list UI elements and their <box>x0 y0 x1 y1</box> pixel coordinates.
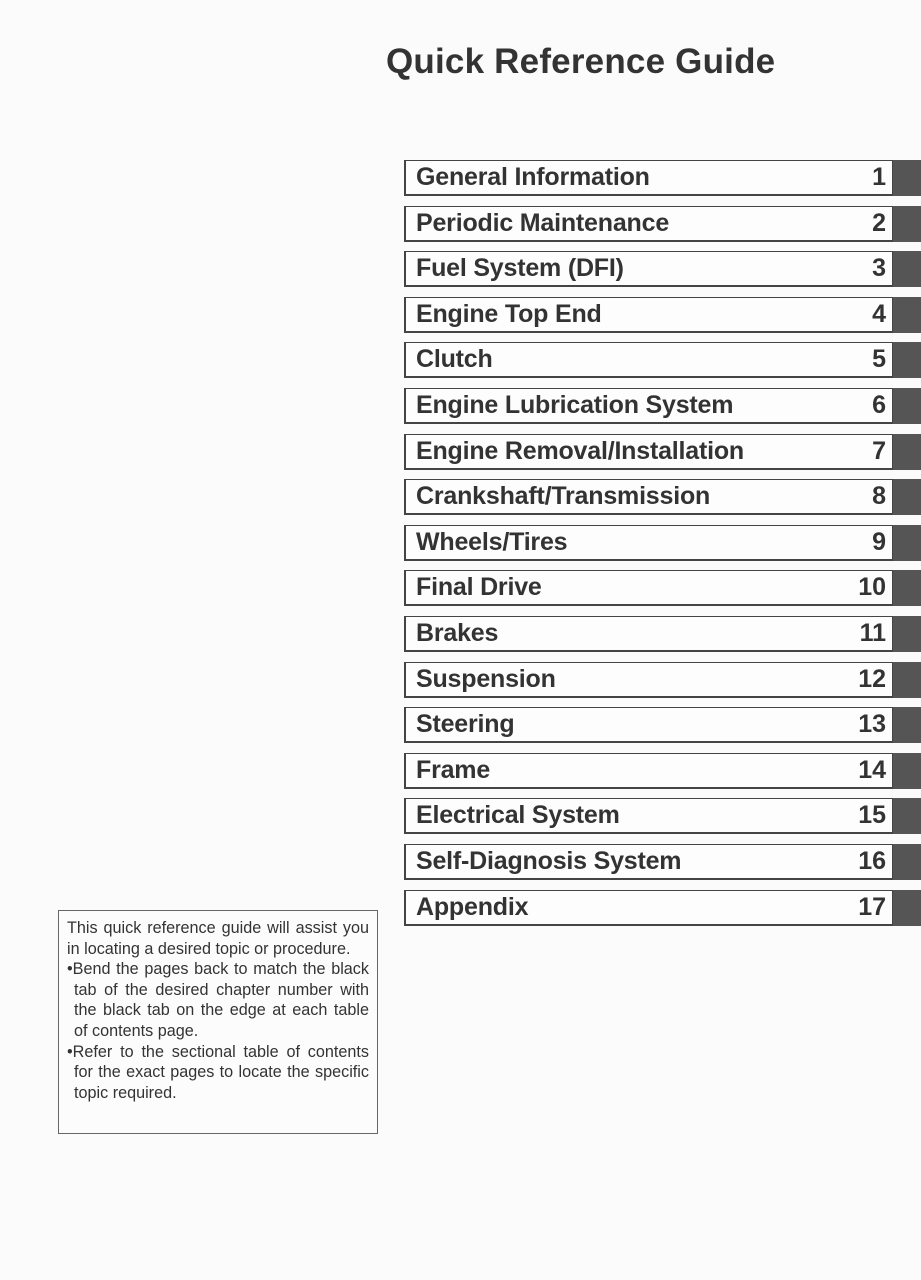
chapter-box[interactable] <box>404 662 893 698</box>
chapter-number: 2 <box>872 208 886 237</box>
chapter-title: Engine Lubrication System <box>416 390 734 419</box>
chapter-number: 4 <box>872 299 886 328</box>
chapter-entry[interactable] <box>404 206 921 242</box>
chapter-title: Electrical System <box>416 801 620 830</box>
chapter-entry[interactable] <box>404 707 921 743</box>
chapter-title: Suspension <box>416 664 556 693</box>
chapter-edge-tab <box>893 297 921 333</box>
chapter-edge-tab <box>893 251 921 287</box>
chapter-entry[interactable] <box>404 342 921 378</box>
chapter-title: Clutch <box>416 345 493 374</box>
chapter-number: 9 <box>872 527 886 556</box>
note-bullet: •Refer to the sectional table of contents for the exact pages to locate the specific topic required. <box>67 1042 369 1102</box>
chapter-entry[interactable] <box>404 753 921 789</box>
chapter-edge-tab <box>893 890 921 926</box>
chapter-title: Frame <box>416 755 491 784</box>
chapter-number: 8 <box>872 482 886 511</box>
chapter-edge-tab <box>893 753 921 789</box>
chapter-title: Self-Diagnosis System <box>416 846 682 875</box>
chapter-edge-tab <box>893 844 921 880</box>
chapter-number: 5 <box>872 345 886 374</box>
chapter-number: 14 <box>858 755 886 784</box>
chapter-title: Steering <box>416 710 515 739</box>
chapter-box[interactable] <box>404 342 893 378</box>
chapter-title: Wheels/Tires <box>416 527 568 556</box>
chapter-edge-tab <box>893 616 921 652</box>
chapter-entry[interactable] <box>404 616 921 652</box>
chapter-title: Engine Top End <box>416 299 602 328</box>
chapter-list <box>404 160 921 935</box>
chapter-entry[interactable] <box>404 662 921 698</box>
chapter-box[interactable] <box>404 297 893 333</box>
chapter-box[interactable] <box>404 798 893 834</box>
chapter-box[interactable] <box>404 160 893 196</box>
chapter-edge-tab <box>893 707 921 743</box>
chapter-number: 16 <box>858 846 886 875</box>
chapter-number: 15 <box>858 801 886 830</box>
chapter-edge-tab <box>893 388 921 424</box>
chapter-number: 12 <box>858 664 886 693</box>
chapter-title: General Information <box>416 163 650 191</box>
chapter-edge-tab <box>893 206 921 242</box>
chapter-number: 17 <box>858 892 886 921</box>
page-title: Quick Reference Guide <box>386 42 776 81</box>
chapter-number: 13 <box>858 710 886 739</box>
chapter-entry[interactable] <box>404 844 921 880</box>
chapter-number: 1 <box>872 163 886 191</box>
chapter-number: 3 <box>872 254 886 283</box>
chapter-number: 10 <box>858 573 886 602</box>
chapter-title: Periodic Maintenance <box>416 208 670 237</box>
chapter-title: Fuel System (DFI) <box>416 254 624 283</box>
chapter-edge-tab <box>893 479 921 515</box>
chapter-entry[interactable] <box>404 160 921 196</box>
chapter-box[interactable] <box>404 616 893 652</box>
chapter-entry[interactable] <box>404 297 921 333</box>
chapter-title: Final Drive <box>416 573 542 602</box>
chapter-box[interactable] <box>404 525 893 561</box>
chapter-edge-tab <box>893 342 921 378</box>
chapter-box[interactable] <box>404 251 893 287</box>
note-intro: This quick reference guide will assist you in locating a desired topic or procedure. <box>67 919 369 958</box>
chapter-number: 6 <box>872 390 886 419</box>
chapter-title: Brakes <box>416 618 499 647</box>
chapter-box[interactable] <box>404 890 893 926</box>
chapter-box[interactable] <box>404 206 893 242</box>
chapter-box[interactable] <box>404 434 893 470</box>
usage-note <box>58 910 378 1134</box>
chapter-box[interactable] <box>404 844 893 880</box>
chapter-entry[interactable] <box>404 434 921 470</box>
chapter-box[interactable] <box>404 479 893 515</box>
chapter-title: Appendix <box>416 892 529 921</box>
chapter-number: 7 <box>872 436 886 465</box>
chapter-box[interactable] <box>404 570 893 606</box>
chapter-entry[interactable] <box>404 890 921 926</box>
chapter-entry[interactable] <box>404 798 921 834</box>
chapter-box[interactable] <box>404 707 893 743</box>
chapter-title: Crankshaft/Transmission <box>416 482 711 511</box>
chapter-edge-tab <box>893 798 921 834</box>
chapter-entry[interactable] <box>404 388 921 424</box>
chapter-entry[interactable] <box>404 570 921 606</box>
chapter-number: 11 <box>859 618 886 647</box>
chapter-edge-tab <box>893 160 921 196</box>
chapter-edge-tab <box>893 525 921 561</box>
chapter-entry[interactable] <box>404 479 921 515</box>
chapter-edge-tab <box>893 662 921 698</box>
chapter-edge-tab <box>893 570 921 606</box>
chapter-entry[interactable] <box>404 525 921 561</box>
note-bullet: •Bend the pages back to match the black tab of the desired chapter number with the black tab on the edge at each table of contents page. <box>67 960 369 1040</box>
chapter-box[interactable] <box>404 388 893 424</box>
chapter-entry[interactable] <box>404 251 921 287</box>
chapter-edge-tab <box>893 434 921 470</box>
chapter-title: Engine Removal/Installation <box>416 436 744 465</box>
chapter-box[interactable] <box>404 753 893 789</box>
